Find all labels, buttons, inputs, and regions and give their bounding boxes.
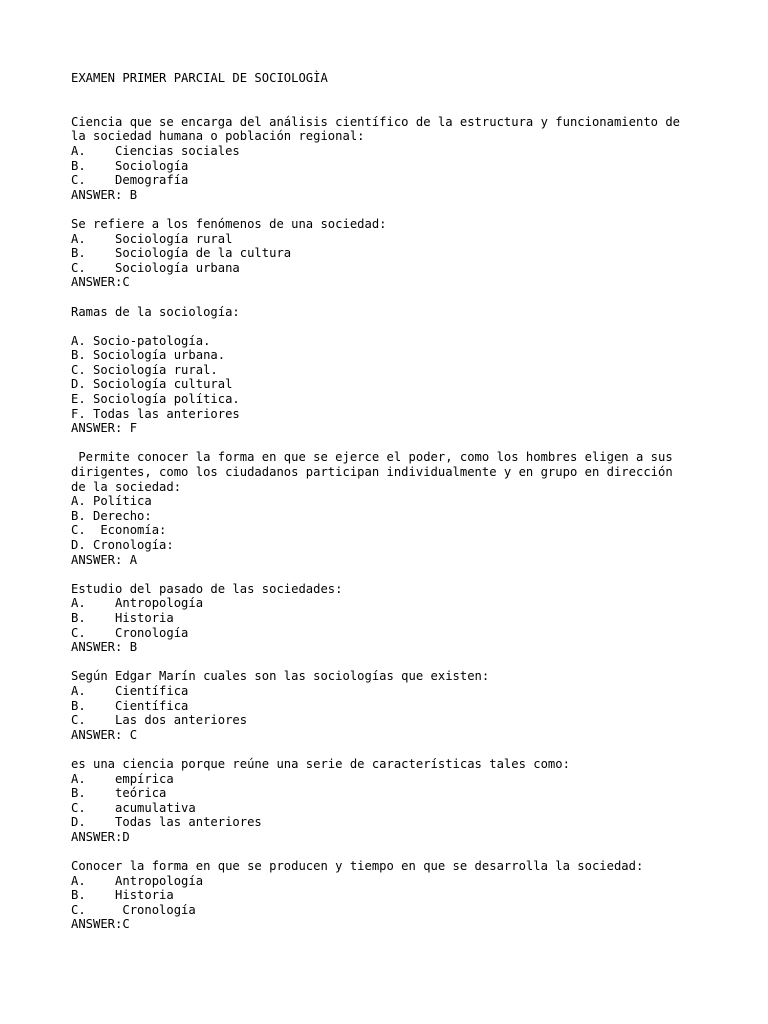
document-body: [71, 86, 751, 932]
question-line: es una ciencia porque reúne una serie de características tales como:: [71, 756, 570, 771]
answer-line: ANSWER: B: [71, 187, 138, 202]
option-line: B. Sociología urbana.: [71, 348, 226, 363]
option-line: A. Ciencias sociales: [71, 143, 240, 158]
option-line: A. Antropología: [71, 596, 204, 611]
blank-line: [71, 202, 751, 217]
question-line: dirigentes, como los ciudadanos participan individualmente y en grupo en dirección: [71, 465, 673, 480]
blank-line: [71, 86, 751, 101]
answer-line: ANSWER:C: [71, 275, 130, 290]
option-line: C. Economía:: [71, 523, 167, 538]
option-line: C. Sociología urbana: [71, 260, 240, 275]
option-line: A. Política: [71, 494, 152, 509]
option-line: A. Sociología rural: [71, 231, 233, 246]
option-line: A. Científica: [71, 683, 189, 698]
option-line: B. teórica: [71, 786, 167, 801]
option-line: D. Todas las anteriores: [71, 815, 262, 830]
answer-line: ANSWER: F: [71, 421, 138, 436]
blank-line: [71, 655, 751, 670]
blank-line: [71, 742, 751, 757]
option-line: C. Cronología: [71, 902, 196, 917]
blank-line: [71, 319, 751, 334]
answer-line: ANSWER:C: [71, 917, 130, 932]
option-line: D. Cronología:: [71, 538, 174, 552]
option-line: C. Cronología: [71, 625, 189, 640]
option-line: C. Sociología rural.: [71, 362, 218, 377]
document-title: EXAMEN PRIMER PARCIAL DE SOCIOLOGÌA: [71, 71, 328, 85]
blank-line: [71, 290, 751, 305]
option-line: C. Demografía: [71, 173, 189, 188]
answer-line: ANSWER: A: [71, 552, 138, 567]
option-line: B. Científica: [71, 698, 189, 713]
option-line: C. acumulativa: [71, 800, 196, 815]
question-line: Según Edgar Marín cuales son las sociologías que existen:: [71, 669, 490, 684]
answer-line: ANSWER: C: [71, 727, 138, 742]
option-line: B. Sociología de la cultura: [71, 246, 292, 261]
question-line: Ciencia que se encarga del análisis científico de la estructura y funcionamiento de: [71, 114, 681, 129]
blank-line: [71, 100, 751, 115]
option-line: E. Sociología política.: [71, 392, 240, 407]
question-line: de la sociedad:: [71, 479, 182, 494]
document-page: [71, 71, 751, 932]
question-line: Ramas de la sociología:: [71, 304, 240, 319]
answer-line: ANSWER: B: [71, 640, 138, 655]
option-line: A. Socio-patología.: [71, 333, 211, 348]
question-line: Conocer la forma en que se producen y tiempo en que se desarrolla la sociedad:: [71, 859, 644, 874]
blank-line: [71, 844, 751, 859]
option-line: C. Las dos anteriores: [71, 713, 248, 728]
option-line: B. Historia: [71, 610, 174, 625]
question-line: Permite conocer la forma en que se ejerce el poder, como los hombres eligen a sus: [71, 450, 673, 465]
option-line: B. Historia: [71, 888, 174, 903]
blank-line: [71, 436, 751, 451]
question-line: Estudio del pasado de las sociedades:: [71, 581, 343, 596]
blank-line: [71, 567, 751, 582]
option-line: D. Sociología cultural: [71, 377, 233, 392]
answer-line: ANSWER:D: [71, 829, 130, 844]
option-line: A. empírica: [71, 771, 174, 786]
option-line: B. Derecho:: [71, 508, 152, 523]
option-line: A. Antropología: [71, 873, 204, 888]
option-line: F. Todas las anteriores: [71, 406, 240, 421]
option-line: B. Sociología: [71, 158, 189, 173]
question-line: la sociedad humana o población regional:: [71, 129, 365, 144]
question-line: Se refiere a los fenómenos de una sociedad:: [71, 216, 387, 231]
